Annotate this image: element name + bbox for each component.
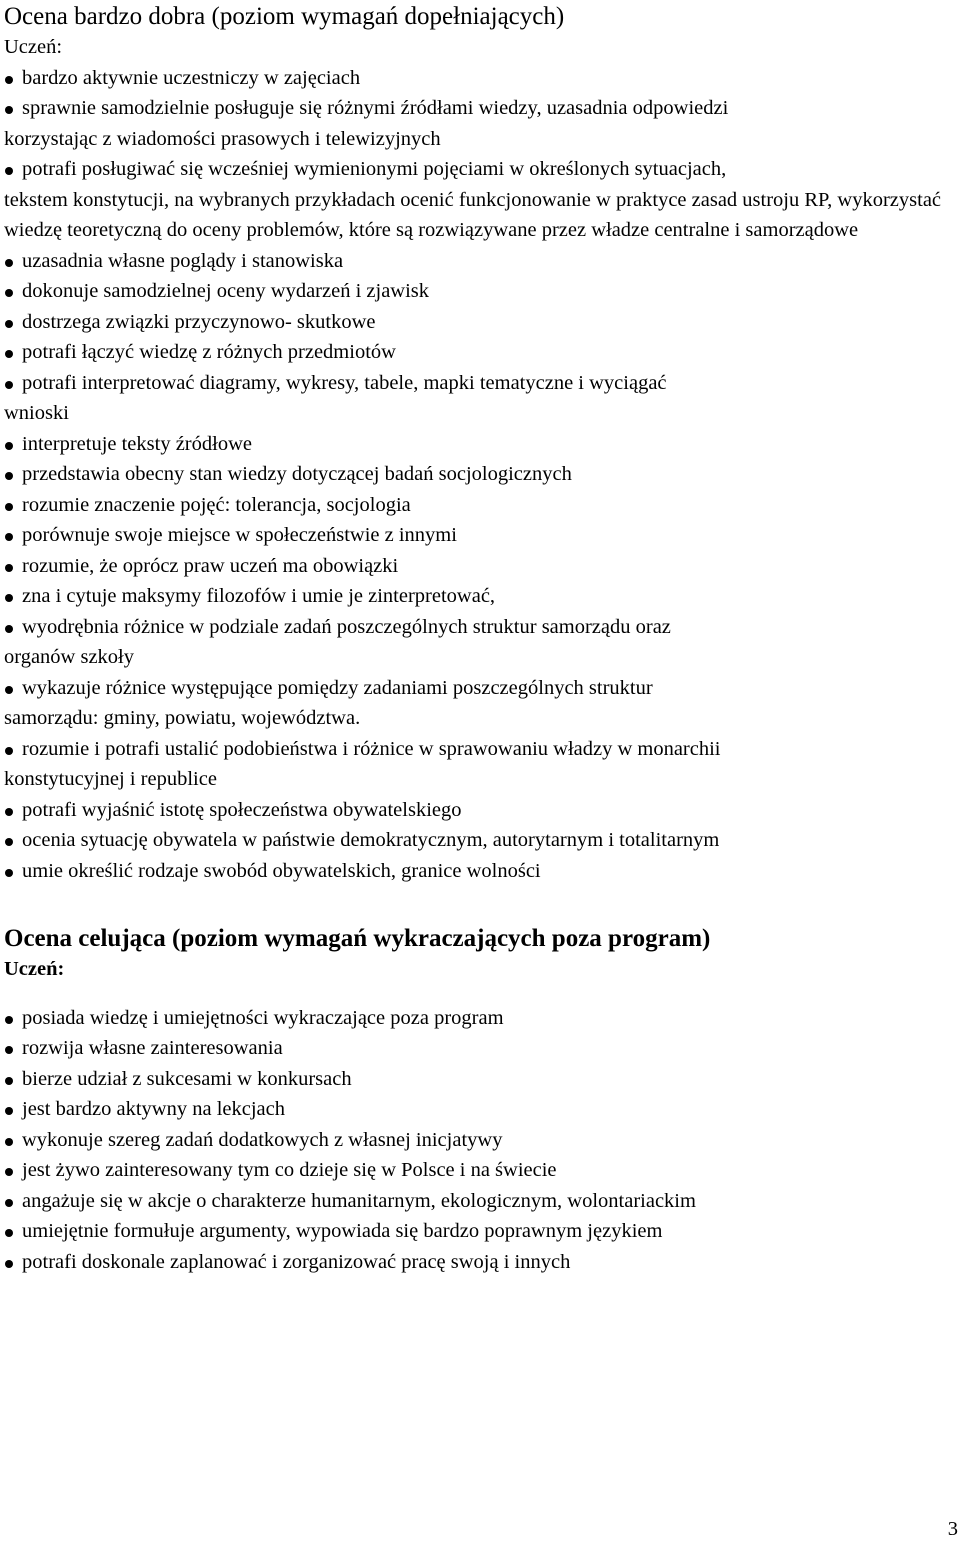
list-item-text: potrafi łączyć wiedzę z różnych przedmiotów <box>22 341 396 363</box>
list-item-text: dostrzega związki przyczynowo- skutkowe <box>22 310 376 333</box>
list-item-text: jest żywo zainteresowany tym co dzieje się w Polsce i na świecie <box>22 1159 557 1181</box>
list-item-text: angażuje się w akcje o charakterze humanitarnym, ekologicznym, wolontariackim <box>22 1189 696 1212</box>
list-item-text: jest bardzo aktywny na lekcjach <box>22 1098 285 1120</box>
list-item <box>4 1186 954 1217</box>
list-item-text: sprawnie samodzielnie posługuje się różnymi źródłami wiedzy, uzasadnia odpowiedzi <box>22 97 729 119</box>
list-item-text: wykazuje różnice występujące pomiędzy zadaniami poszczególnych struktur <box>22 676 653 699</box>
list-item <box>4 1064 954 1095</box>
list-item-text: potrafi wyjaśnić istotę społeczeństwa obywatelskiego <box>22 798 462 821</box>
list-item <box>4 63 954 94</box>
list-item-text: przedstawia obecny stan wiedzy dotyczącej badań socjologicznych <box>22 463 572 485</box>
list-item-text: potrafi posługiwać się wcześniej wymienionymi pojęciami w określonych sytuacjach, <box>22 158 727 180</box>
list-item <box>4 1033 954 1064</box>
section-title-ocena-celujaca: Ocena celująca (poziom wymagań wykraczających poza program) <box>4 925 711 952</box>
list-item <box>4 246 954 277</box>
list-item-text: umiejętnie formułuje argumenty, wypowiada się bardzo poprawnym językiem <box>22 1220 663 1242</box>
list-item-text: interpretuje teksty źródłowe <box>22 432 252 455</box>
list-item-text: zna i cytuje maksymy filozofów i umie je zinterpretować, <box>22 585 496 607</box>
list-item-text: umie określić rodzaje swobód obywatelskich, granice wolności <box>22 859 541 882</box>
list-item-text: porównuje swoje miejsce w społeczeństwie z innymi <box>22 524 457 546</box>
list-item <box>4 337 954 368</box>
section-title-ocena-bardzo-dobra: Ocena bardzo dobra (poziom wymagań dopełniających) <box>4 3 565 30</box>
list-item-text: uzasadnia własne poglądy i stanowiska <box>22 249 344 272</box>
list-item-text-continued: konstytucyjnej i republice <box>4 768 217 790</box>
section-spacer <box>4 985 954 1003</box>
list-item <box>4 307 954 338</box>
list-item <box>4 795 954 826</box>
list-item <box>4 1003 954 1034</box>
list-item-text: posiada wiedzę i umiejętności wykraczające poza program <box>22 1006 504 1029</box>
list-item-text: potrafi doskonale zaplanować i zorganizować pracę swoją i innych <box>22 1250 571 1273</box>
list-item <box>4 429 954 460</box>
list-item <box>4 1247 954 1278</box>
list-item-text: wykonuje szereg zadań dodatkowych z własnej inicjatywy <box>22 1128 503 1151</box>
section-spacer <box>4 886 954 923</box>
list-item <box>4 825 954 856</box>
list-item <box>4 276 954 307</box>
list-item-text: wyodrębnia różnice w podziale zadań poszczególnych struktur samorządu oraz <box>22 615 671 638</box>
list-item <box>4 551 954 582</box>
list-item-text-continued: organów szkoły <box>4 646 135 668</box>
list-item-text: potrafi interpretować diagramy, wykresy, tabele, mapki tematyczne i wyciągać <box>22 371 667 394</box>
list-item <box>4 1155 954 1186</box>
list-item-text: rozumie, że oprócz praw uczeń ma obowiązki <box>22 554 399 577</box>
list-item <box>4 581 954 612</box>
list-item <box>4 612 954 673</box>
list-item <box>4 673 954 734</box>
list-item-text-continued: korzystając z wiadomości prasowych i telewizyjnych <box>4 127 441 150</box>
list-item-text: rozumie znaczenie pojęć: tolerancja, socjologia <box>22 493 411 516</box>
uczen-label: Uczeń: <box>4 958 65 980</box>
list-item-text: bardzo aktywnie uczestniczy w zajęciach <box>22 66 361 89</box>
list-item <box>4 93 954 154</box>
list-item <box>4 1094 954 1125</box>
list-item <box>4 734 954 795</box>
list-item-text-continued: samorządu: gminy, powiatu, województwa. <box>4 707 361 729</box>
list-item <box>4 1125 954 1156</box>
list-item <box>4 154 954 246</box>
document-page <box>4 0 954 1277</box>
list-item <box>4 856 954 887</box>
list-item-text: rozumie i potrafi ustalić podobieństwa i różnice w sprawowaniu władzy w monarchii <box>22 737 721 760</box>
list-item-text-continued: tekstem konstytucji, na wybranych przykładach ocenić funkcjonowanie w praktyce zasad ustroju RP, wykorzystać wiedzę teoretyczną do oceny problemów, które są rozwiązywane przez władze centralne i samorządowe <box>4 188 942 241</box>
list-item <box>4 520 954 551</box>
uczen-label: Uczeń: <box>4 36 63 58</box>
list-item <box>4 459 954 490</box>
page-number: 3 <box>947 1518 958 1540</box>
requirements-list-celujaca <box>4 1003 954 1278</box>
list-item-text: ocenia sytuację obywatela w państwie demokratycznym, autorytarnym i totalitarnym <box>22 829 720 851</box>
list-item-text: dokonuje samodzielnej oceny wydarzeń i zjawisk <box>22 280 430 302</box>
list-item <box>4 490 954 521</box>
list-item <box>4 368 954 429</box>
requirements-list-bardzo-dobra <box>4 63 954 887</box>
list-item-text-continued: wnioski <box>4 402 69 424</box>
list-item <box>4 1216 954 1247</box>
list-item-text: rozwija własne zainteresowania <box>22 1037 283 1059</box>
list-item-text: bierze udział z sukcesami w konkursach <box>22 1067 352 1090</box>
